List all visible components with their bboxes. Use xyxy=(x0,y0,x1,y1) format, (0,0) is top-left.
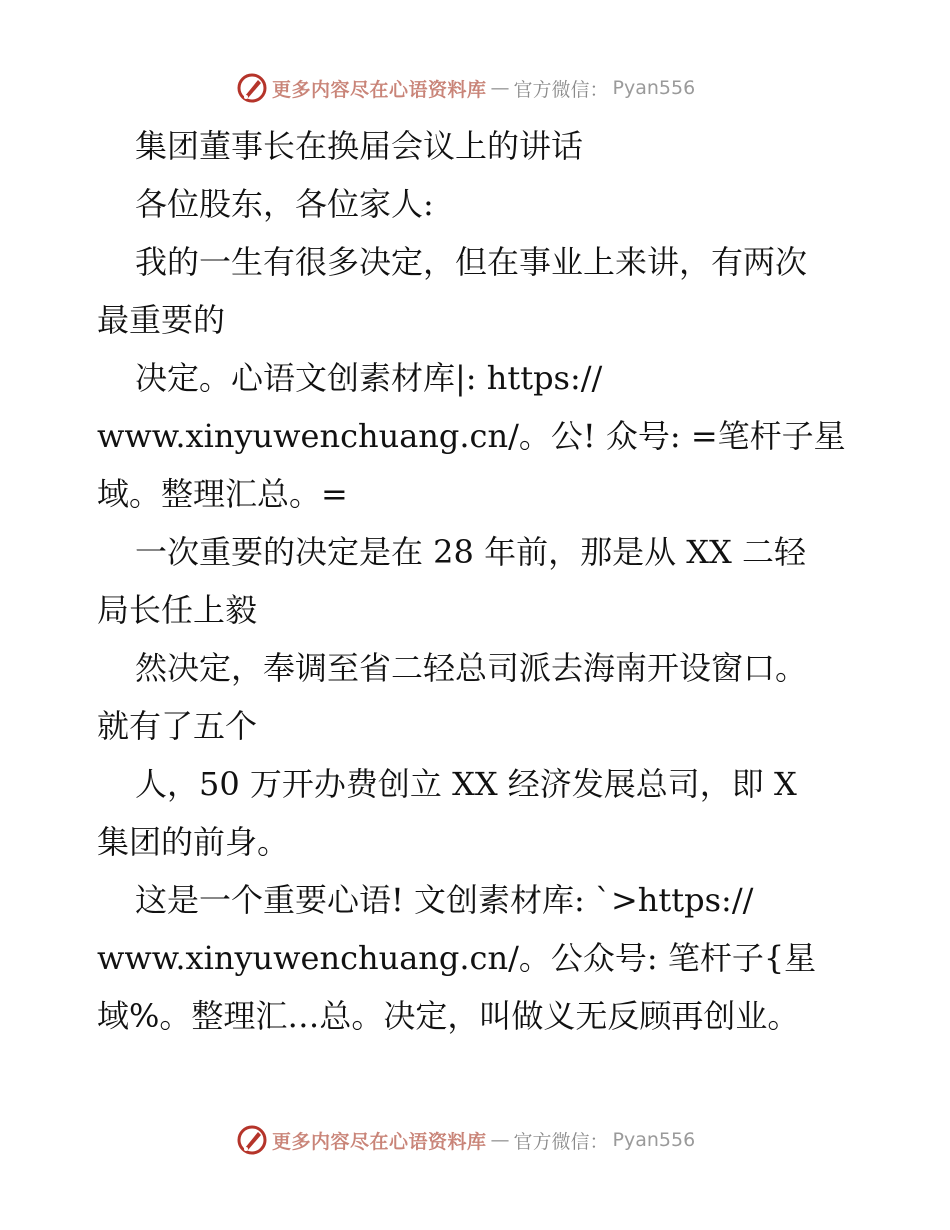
body-line: 这是一个重要心语! 文创素材库: `>https:// xyxy=(135,881,754,919)
header-wechat-id: Pyan556 xyxy=(612,77,696,99)
body-line: 集团的前身。 xyxy=(97,823,290,861)
body-line: 决定。心语文创素材库|: https:// xyxy=(135,359,603,397)
body-line: 局长任上毅 xyxy=(97,591,258,629)
body-line: 最重要的 xyxy=(97,301,226,339)
header-banner-dash: — xyxy=(490,77,510,99)
document-title: 集团董事长在换届会议上的讲话 xyxy=(135,127,584,165)
footer-banner xyxy=(236,1124,695,1156)
header-banner-text: 更多内容尽在心语资料库 xyxy=(272,78,487,101)
footer-banner-text: 更多内容尽在心语资料库 xyxy=(272,1130,487,1153)
body-line: 然决定，奉调至省二轻总司派去海南开设窗口。 xyxy=(135,649,808,687)
pen-circle-logo-icon xyxy=(236,1124,268,1156)
footer-banner-dash: — xyxy=(490,1129,510,1151)
footer-wechat-label: 官方微信： xyxy=(513,1130,609,1153)
pen-circle-logo-icon xyxy=(236,72,268,104)
header-wechat-label: 官方微信： xyxy=(513,78,609,101)
body-line: 就有了五个 xyxy=(97,707,258,745)
body-line: 一次重要的决定是在 28 年前，那是从 XX 二轻 xyxy=(135,533,806,571)
salutation: 各位股东，各位家人: xyxy=(135,185,434,223)
body-line: 我的一生有很多决定，但在事业上来讲，有两次 xyxy=(135,243,808,281)
body-line: www.xinyuwenchuang.cn/。公! 众号: =笔杆子星 xyxy=(97,417,846,455)
body-line: 域。整理汇总。= xyxy=(97,475,348,513)
body-line: 人，50 万开办费创立 XX 经济发展总司，即 X xyxy=(135,765,797,803)
document-body xyxy=(97,117,857,1045)
body-line: 域%。整理汇…总。决定，叫做义无反顾再创业。 xyxy=(97,997,800,1035)
body-line: www.xinyuwenchuang.cn/。公众号: 笔杆子{星 xyxy=(97,939,817,977)
footer-wechat-id: Pyan556 xyxy=(612,1129,696,1151)
header-banner xyxy=(236,72,695,104)
